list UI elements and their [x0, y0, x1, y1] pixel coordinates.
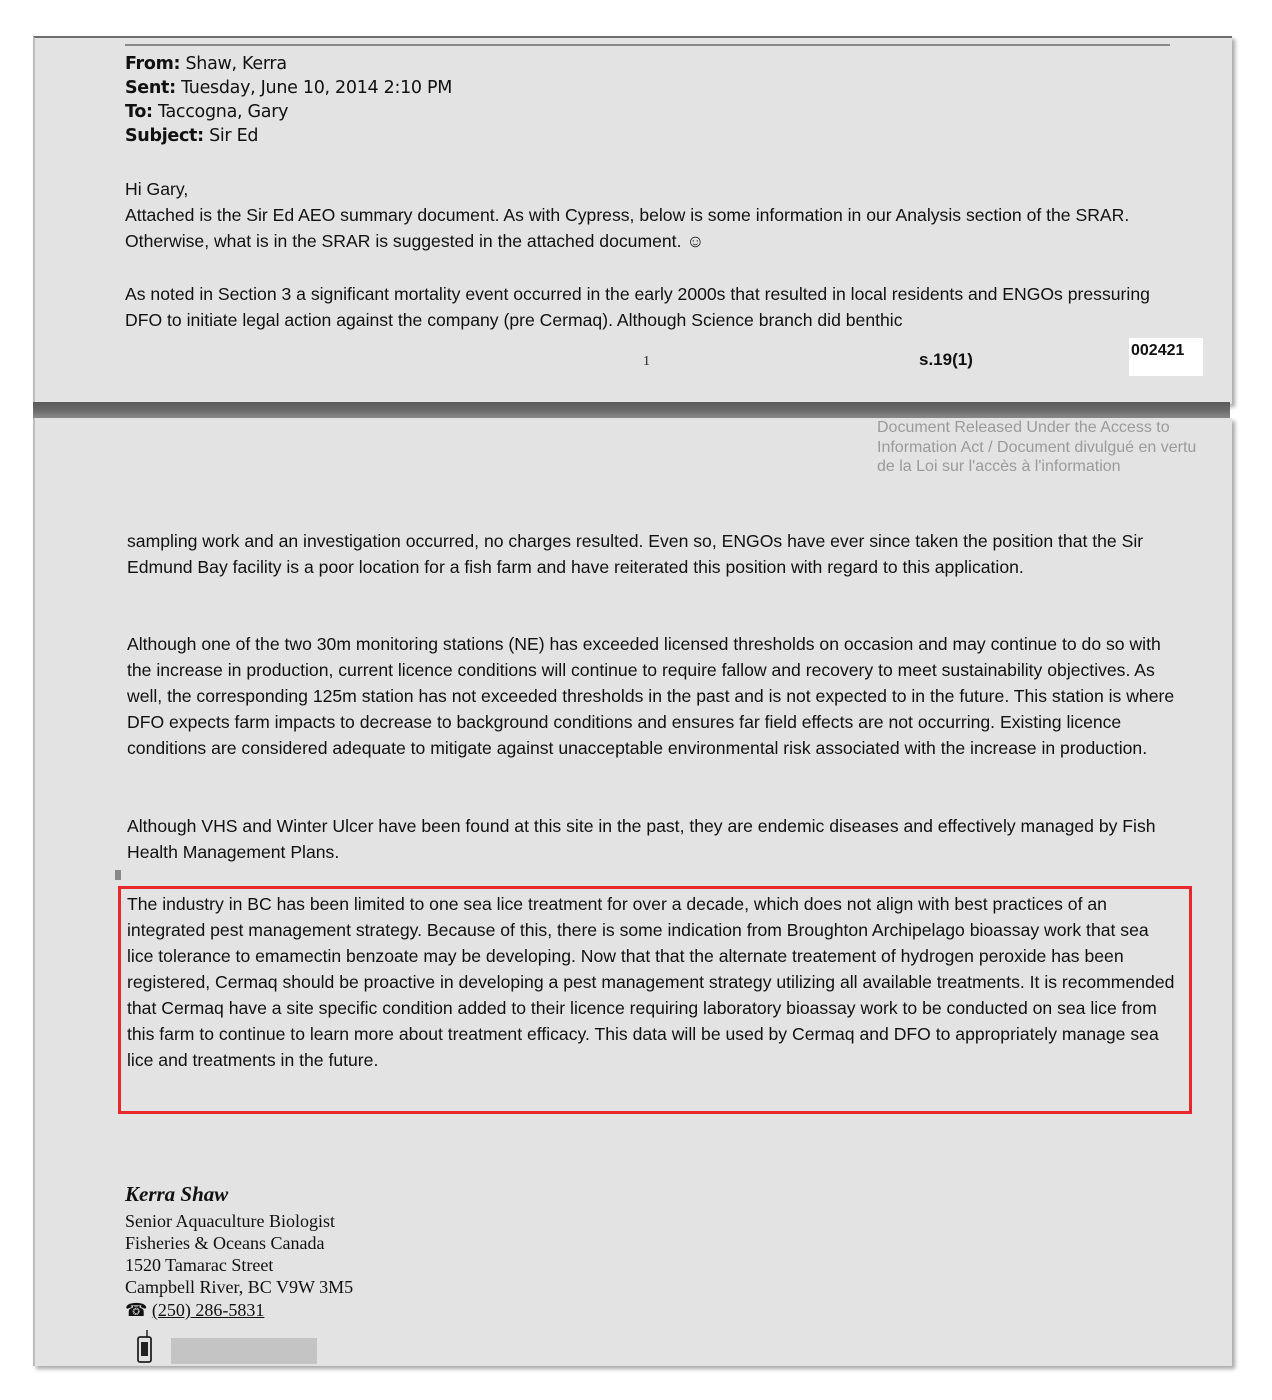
- paragraph-mortality-start: As noted in Section 3 a significant mortality event occurred in the early 2000s that resulted in local residents and ENGOs pressuring DFO to initiate legal action against the company (pre Cermaq). Although Science branch did benthic: [125, 284, 1150, 330]
- page-2: [33, 418, 1232, 1366]
- paragraph-monitoring: Although one of the two 30m monitoring stations (NE) has exceeded licensed thresholds on occasion and may continue to do so with the increase in production, current licence conditions will continue to require fallow and recovery to meet sustainability objectives. As well, the corresponding 125m station has not exceeded thresholds in the past and is not expected to in the future. This station is where DFO expects farm impacts to decrease to background conditions and ensures far field effects are not occurring. Existing licence conditions are considered adequate to mitigate against unacceptable environmental risk associated with the increase in production.: [127, 634, 1175, 758]
- header-rule: [125, 44, 1170, 46]
- paragraph-mortality-end: sampling work and an investigation occurred, no charges resulted. Even so, ENGOs have ever since taken the position that the Sir Edmund Bay facility is a poor location for a fish farm and have reiterated this position with regard to this application.: [127, 531, 1144, 577]
- phone-link[interactable]: (250) 286-5831: [151, 1300, 265, 1320]
- document-number: 002421: [1129, 338, 1203, 376]
- to-label: To:: [125, 102, 153, 122]
- signature-organization: Fisheries & Oceans Canada: [125, 1233, 325, 1253]
- release-stamp-line: de la Loi sur l'accès à l'information: [877, 458, 1121, 475]
- greeting: Hi Gary,: [125, 179, 189, 199]
- signature-city: Campbell River, BC V9W 3M5: [125, 1277, 354, 1297]
- sent-value: Tuesday, June 10, 2014 2:10 PM: [181, 78, 453, 98]
- release-stamp-line: Information Act / Document divulgué en vertu: [877, 438, 1197, 456]
- release-stamp-line: Document Released Under the Access to: [877, 419, 1170, 436]
- to-value: Taccogna, Gary: [158, 102, 289, 122]
- subject-line: [125, 126, 258, 146]
- sent-label: Sent:: [125, 78, 176, 98]
- signature-phone-line: [125, 1300, 264, 1321]
- signature-street: 1520 Tamarac Street: [125, 1255, 274, 1275]
- page-separator: [33, 402, 1230, 418]
- from-value: Shaw, Kerra: [185, 54, 287, 74]
- margin-mark: [115, 870, 121, 880]
- exemption-label: s.19(1): [919, 350, 973, 369]
- page-number: 1: [643, 354, 650, 369]
- redacted-mobile-number: [171, 1338, 317, 1364]
- signature-name: Kerra Shaw: [125, 1182, 229, 1206]
- signature-title: Senior Aquaculture Biologist: [125, 1211, 335, 1231]
- telephone-icon: ☎: [125, 1300, 148, 1320]
- page-1: [33, 36, 1232, 404]
- subject-label: Subject:: [125, 126, 204, 146]
- paragraph-sea-lice: The industry in BC has been limited to one sea lice treatment for over a decade, which does not align with best practices of an integrated pest management strategy. Because of this, there is some indication from Broughton Archipelago bioassay work that sea lice tolerance to emamectin benzoate may be developing. Now that that the alternate treatement of hydrogen peroxide has been registered, Cermaq should be proactive in developing a pest management strategy utilizing all available treatments. It is recommended that Cermaq have a site specific condition added to their licence requiring laboratory bioassay work to be conducted on sea lice from this farm to continue to learn more about treatment efficacy. This data will be used by Cermaq and DFO to appropriately manage sea lice and treatments in the future.: [127, 894, 1175, 1070]
- subject-value: Sir Ed: [209, 126, 259, 146]
- release-stamp: [877, 418, 1196, 477]
- paragraph-disease: Although VHS and Winter Ulcer have been found at this site in the past, they are endemic diseases and effectively managed by Fish Health Management Plans.: [127, 816, 1156, 862]
- from-line: [125, 54, 287, 74]
- to-line: [125, 102, 288, 122]
- from-label: From:: [125, 54, 181, 74]
- mobile-phone-icon: [135, 1330, 155, 1371]
- sent-line: [125, 78, 452, 98]
- intro-paragraph: Attached is the Sir Ed AEO summary document. As with Cypress, below is some information in our Analysis section of the SRAR. Otherwise, what is in the SRAR is suggested in the attached document. ☺: [125, 205, 1130, 251]
